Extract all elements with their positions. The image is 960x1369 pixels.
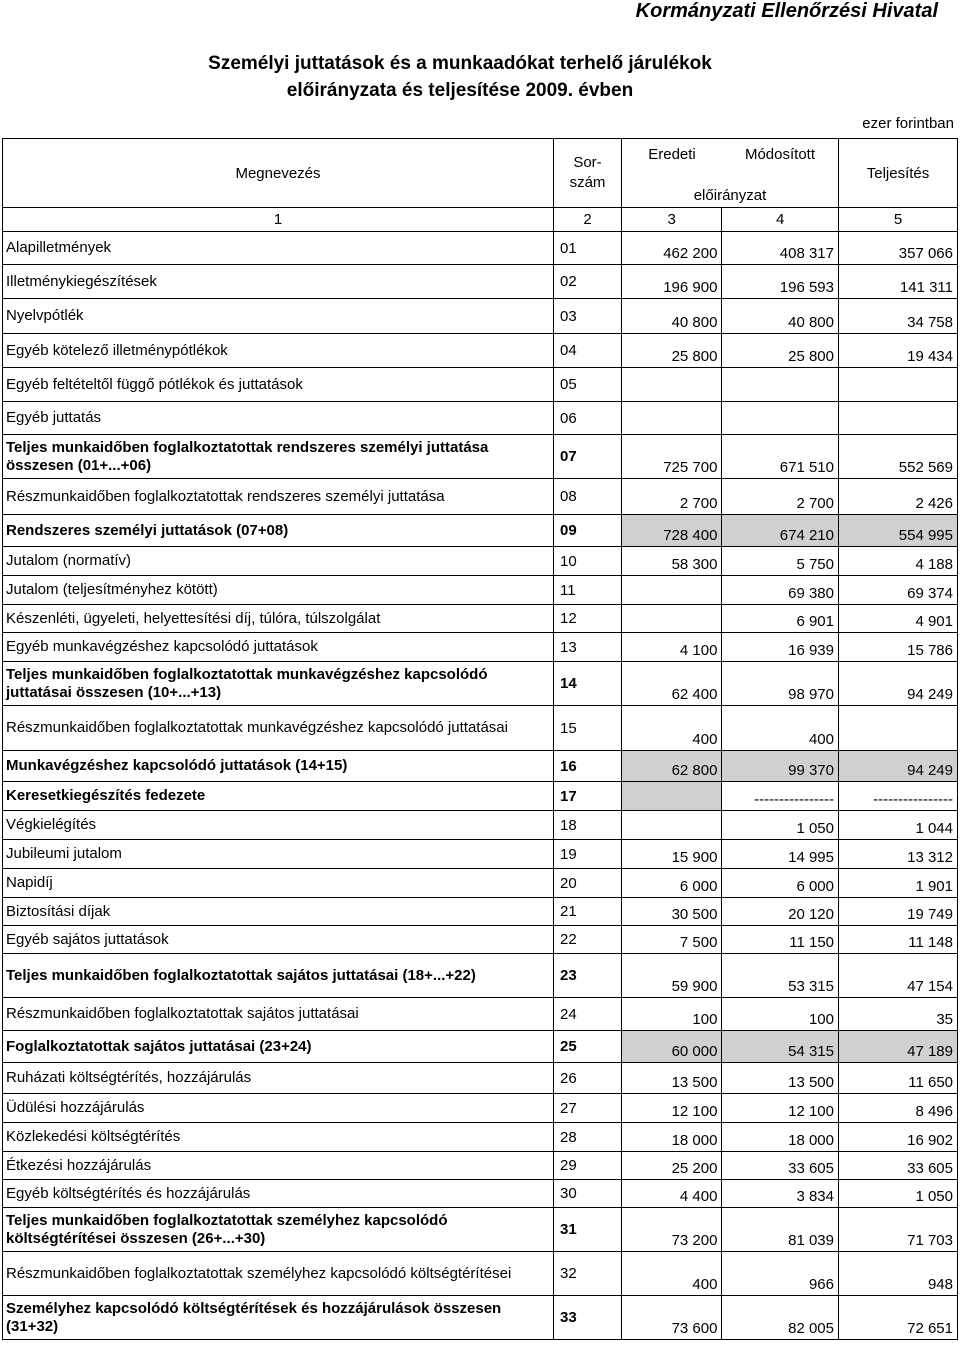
row-name: Részmunkaidőben foglalkoztatottak személyhez kapcsolódó költségtérítései	[3, 1252, 554, 1296]
row-original	[622, 605, 722, 633]
table-row	[3, 547, 958, 576]
row-modified	[722, 368, 839, 402]
table-row	[3, 1031, 958, 1063]
row-modified: 2 700	[722, 479, 839, 515]
row-modified: 18 000	[722, 1123, 839, 1152]
row-serial: 04	[554, 334, 622, 368]
row-serial: 25	[554, 1031, 622, 1063]
row-modified: 82 005	[722, 1296, 839, 1340]
row-performance: 141 311	[839, 265, 958, 299]
row-original	[622, 811, 722, 840]
table-row	[3, 605, 958, 633]
row-serial: 15	[554, 706, 622, 751]
row-serial: 13	[554, 633, 622, 662]
row-performance	[839, 402, 958, 435]
row-original	[622, 402, 722, 435]
table-row	[3, 1180, 958, 1208]
row-serial: 19	[554, 840, 622, 869]
row-modified: ----------------	[722, 782, 839, 811]
appropriation-table	[2, 138, 958, 1340]
row-performance: 94 249	[839, 751, 958, 782]
row-serial: 07	[554, 435, 622, 479]
row-performance: 13 312	[839, 840, 958, 869]
row-name: Egyéb költségtérítés és hozzájárulás	[3, 1180, 554, 1208]
row-serial: 21	[554, 898, 622, 926]
table-row	[3, 782, 958, 811]
row-serial: 11	[554, 576, 622, 605]
row-name: Rendszeres személyi juttatások (07+08)	[3, 515, 554, 547]
row-performance: 19 434	[839, 334, 958, 368]
row-name: Közlekedési költségtérítés	[3, 1123, 554, 1152]
row-original: 62 800	[622, 751, 722, 782]
row-serial: 08	[554, 479, 622, 515]
row-serial: 10	[554, 547, 622, 576]
header-performance: Teljesítés	[839, 139, 958, 208]
row-name: Nyelvpótlék	[3, 299, 554, 334]
row-serial: 16	[554, 751, 622, 782]
table-row	[3, 633, 958, 662]
table-row	[3, 840, 958, 869]
row-name: Részmunkaidőben foglalkoztatottak munkavégzéshez kapcsolódó juttatásai	[3, 706, 554, 751]
table-header	[3, 139, 958, 232]
row-performance: 33 605	[839, 1152, 958, 1180]
row-serial: 33	[554, 1296, 622, 1340]
row-performance: 948	[839, 1252, 958, 1296]
row-name: Munkavégzéshez kapcsolódó juttatások (14+15)	[3, 751, 554, 782]
row-modified: 3 834	[722, 1180, 839, 1208]
row-modified: 100	[722, 998, 839, 1031]
row-modified: 98 970	[722, 662, 839, 706]
row-modified: 54 315	[722, 1031, 839, 1063]
row-original: 13 500	[622, 1063, 722, 1094]
table-row	[3, 1296, 958, 1340]
table-row	[3, 435, 958, 479]
row-modified: 16 939	[722, 633, 839, 662]
organization-name: Kormányzati Ellenőrzési Hivatal	[635, 0, 938, 22]
row-original: 30 500	[622, 898, 722, 926]
row-performance: 554 995	[839, 515, 958, 547]
row-original: 2 700	[622, 479, 722, 515]
row-modified: 196 593	[722, 265, 839, 299]
row-performance: 47 189	[839, 1031, 958, 1063]
row-performance: 1 050	[839, 1180, 958, 1208]
table-row	[3, 515, 958, 547]
row-name: Keresetkiegészítés fedezete	[3, 782, 554, 811]
row-serial: 27	[554, 1094, 622, 1123]
row-original: 100	[622, 998, 722, 1031]
row-serial: 01	[554, 232, 622, 265]
col-number-3: 3	[622, 208, 722, 232]
table-row	[3, 998, 958, 1031]
row-performance: ----------------	[839, 782, 958, 811]
row-serial: 12	[554, 605, 622, 633]
row-modified: 408 317	[722, 232, 839, 265]
row-modified: 6 901	[722, 605, 839, 633]
row-serial: 30	[554, 1180, 622, 1208]
row-name: Készenléti, ügyeleti, helyettesítési díj, túlóra, túlszolgálat	[3, 605, 554, 633]
row-serial: 24	[554, 998, 622, 1031]
header-appropriation	[622, 139, 839, 208]
row-name: Illetménykiegészítések	[3, 265, 554, 299]
table-row	[3, 1094, 958, 1123]
col-number-5: 5	[839, 208, 958, 232]
row-modified: 400	[722, 706, 839, 751]
row-modified: 12 100	[722, 1094, 839, 1123]
row-modified: 25 800	[722, 334, 839, 368]
table-row	[3, 334, 958, 368]
row-original: 18 000	[622, 1123, 722, 1152]
table-row	[3, 265, 958, 299]
row-modified: 11 150	[722, 926, 839, 954]
row-performance	[839, 706, 958, 751]
row-name: Teljes munkaidőben foglalkoztatottak rendszeres személyi juttatása összesen (01+...+06)	[3, 435, 554, 479]
col-number-1: 1	[3, 208, 554, 232]
row-serial: 14	[554, 662, 622, 706]
row-name: Egyéb kötelező illetménypótlékok	[3, 334, 554, 368]
row-original: 4 400	[622, 1180, 722, 1208]
row-name: Napidíj	[3, 869, 554, 898]
row-original	[622, 368, 722, 402]
row-name: Üdülési hozzájárulás	[3, 1094, 554, 1123]
row-performance: 357 066	[839, 232, 958, 265]
table-row	[3, 368, 958, 402]
document-title	[140, 50, 780, 104]
row-performance: 34 758	[839, 299, 958, 334]
row-performance: 16 902	[839, 1123, 958, 1152]
row-original: 6 000	[622, 869, 722, 898]
row-serial: 29	[554, 1152, 622, 1180]
row-performance: 11 148	[839, 926, 958, 954]
table-row	[3, 1252, 958, 1296]
row-modified: 53 315	[722, 954, 839, 998]
row-original: 7 500	[622, 926, 722, 954]
row-name: Teljes munkaidőben foglalkoztatottak sajátos juttatásai (18+...+22)	[3, 954, 554, 998]
row-performance: 11 650	[839, 1063, 958, 1094]
table-row	[3, 576, 958, 605]
row-performance: 552 569	[839, 435, 958, 479]
row-serial: 26	[554, 1063, 622, 1094]
row-modified: 966	[722, 1252, 839, 1296]
row-serial: 31	[554, 1208, 622, 1252]
row-modified: 674 210	[722, 515, 839, 547]
row-original: 12 100	[622, 1094, 722, 1123]
header-name: Megnevezés	[3, 139, 554, 208]
row-name: Egyéb sajátos juttatások	[3, 926, 554, 954]
row-serial: 32	[554, 1252, 622, 1296]
row-modified: 40 800	[722, 299, 839, 334]
row-performance: 4 901	[839, 605, 958, 633]
row-name: Étkezési hozzájárulás	[3, 1152, 554, 1180]
row-name: Személyhez kapcsolódó költségtérítések és hozzájárulások összesen (31+32)	[3, 1296, 554, 1340]
row-original: 728 400	[622, 515, 722, 547]
row-original: 15 900	[622, 840, 722, 869]
table-row	[3, 1152, 958, 1180]
header-modified: Módosított	[744, 146, 816, 163]
row-serial: 28	[554, 1123, 622, 1152]
row-original: 59 900	[622, 954, 722, 998]
table-row	[3, 479, 958, 515]
row-performance: 69 374	[839, 576, 958, 605]
row-original: 60 000	[622, 1031, 722, 1063]
row-performance: 19 749	[839, 898, 958, 926]
row-original	[622, 576, 722, 605]
row-original: 196 900	[622, 265, 722, 299]
row-original: 400	[622, 706, 722, 751]
row-original: 25 200	[622, 1152, 722, 1180]
row-original: 462 200	[622, 232, 722, 265]
row-original: 40 800	[622, 299, 722, 334]
row-modified: 5 750	[722, 547, 839, 576]
row-name: Alapilletmények	[3, 232, 554, 265]
row-modified: 20 120	[722, 898, 839, 926]
row-performance: 71 703	[839, 1208, 958, 1252]
table-row	[3, 402, 958, 435]
title-line-1: Személyi juttatások és a munkaadókat terhelő járulékok	[208, 53, 712, 74]
row-modified: 69 380	[722, 576, 839, 605]
row-performance: 1 901	[839, 869, 958, 898]
row-performance: 1 044	[839, 811, 958, 840]
table-row	[3, 954, 958, 998]
row-serial: 05	[554, 368, 622, 402]
row-serial: 23	[554, 954, 622, 998]
header-serial: Sor- szám	[554, 139, 622, 208]
row-serial: 22	[554, 926, 622, 954]
row-modified: 6 000	[722, 869, 839, 898]
col-number-2: 2	[554, 208, 622, 232]
row-performance	[839, 368, 958, 402]
row-modified: 33 605	[722, 1152, 839, 1180]
row-performance: 35	[839, 998, 958, 1031]
row-name: Jubileumi jutalom	[3, 840, 554, 869]
row-original: 4 100	[622, 633, 722, 662]
row-modified: 14 995	[722, 840, 839, 869]
row-name: Részmunkaidőben foglalkoztatottak sajátos juttatásai	[3, 998, 554, 1031]
unit-label: ezer forintban	[862, 115, 954, 132]
row-name: Teljes munkaidőben foglalkoztatottak személyhez kapcsolódó költségtérítései összesen (26+...+30)	[3, 1208, 554, 1252]
row-original: 725 700	[622, 435, 722, 479]
table-row	[3, 811, 958, 840]
row-original: 73 600	[622, 1296, 722, 1340]
row-name: Jutalom (teljesítményhez kötött)	[3, 576, 554, 605]
row-performance: 2 426	[839, 479, 958, 515]
row-name: Egyéb feltételtől függő pótlékok és juttatások	[3, 368, 554, 402]
table-row	[3, 299, 958, 334]
row-name: Teljes munkaidőben foglalkoztatottak munkavégzéshez kapcsolódó juttatásai összesen (10+...+13)	[3, 662, 554, 706]
row-serial: 09	[554, 515, 622, 547]
row-modified: 1 050	[722, 811, 839, 840]
row-modified: 671 510	[722, 435, 839, 479]
row-serial: 17	[554, 782, 622, 811]
row-serial: 20	[554, 869, 622, 898]
row-name: Ruházati költségtérítés, hozzájárulás	[3, 1063, 554, 1094]
row-original: 73 200	[622, 1208, 722, 1252]
table-row	[3, 662, 958, 706]
row-name: Jutalom (normatív)	[3, 547, 554, 576]
table-row	[3, 232, 958, 265]
table-row	[3, 869, 958, 898]
row-serial: 03	[554, 299, 622, 334]
row-modified: 81 039	[722, 1208, 839, 1252]
row-serial: 06	[554, 402, 622, 435]
row-modified: 99 370	[722, 751, 839, 782]
table-row	[3, 706, 958, 751]
row-performance: 94 249	[839, 662, 958, 706]
row-name: Részmunkaidőben foglalkoztatottak rendszeres személyi juttatása	[3, 479, 554, 515]
row-serial: 18	[554, 811, 622, 840]
title-line-2: előirányzata és teljesítése 2009. évben	[286, 80, 634, 101]
row-original: 400	[622, 1252, 722, 1296]
row-performance: 47 154	[839, 954, 958, 998]
row-performance: 8 496	[839, 1094, 958, 1123]
row-performance: 72 651	[839, 1296, 958, 1340]
row-serial: 02	[554, 265, 622, 299]
row-modified	[722, 402, 839, 435]
row-name: Egyéb munkavégzéshez kapcsolódó juttatások	[3, 633, 554, 662]
row-name: Foglalkoztatottak sajátos juttatásai (23+24)	[3, 1031, 554, 1063]
header-appropriation-label: előirányzat	[693, 187, 767, 204]
table-row	[3, 1208, 958, 1252]
table-row	[3, 898, 958, 926]
table-row	[3, 926, 958, 954]
header-original: Eredeti	[648, 146, 696, 163]
row-performance: 15 786	[839, 633, 958, 662]
row-original	[622, 782, 722, 811]
row-original: 62 400	[622, 662, 722, 706]
table-row	[3, 751, 958, 782]
row-original: 25 800	[622, 334, 722, 368]
row-name: Végkielégítés	[3, 811, 554, 840]
table-row	[3, 1123, 958, 1152]
row-performance: 4 188	[839, 547, 958, 576]
row-modified: 13 500	[722, 1063, 839, 1094]
row-original: 58 300	[622, 547, 722, 576]
row-name: Egyéb juttatás	[3, 402, 554, 435]
table-body	[3, 232, 958, 1340]
table-row	[3, 1063, 958, 1094]
row-name: Biztosítási díjak	[3, 898, 554, 926]
col-number-4: 4	[722, 208, 839, 232]
